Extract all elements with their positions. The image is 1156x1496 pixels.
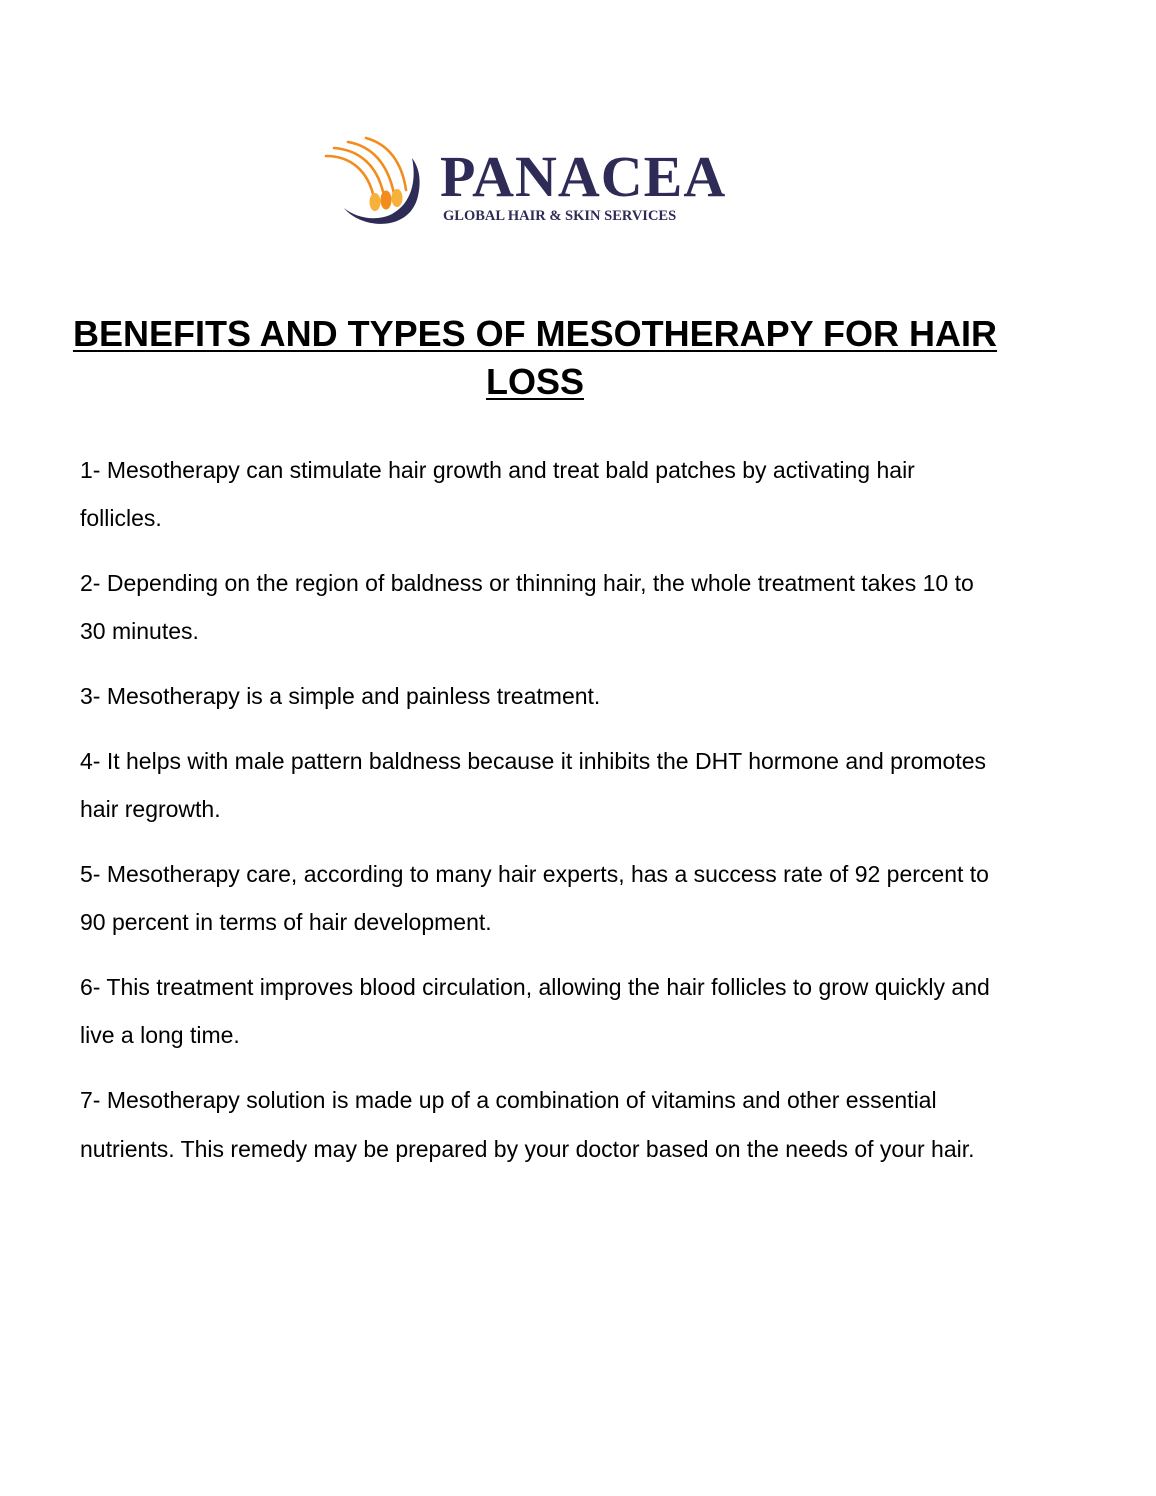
list-item: 2- Depending on the region of baldness or thinning hair, the whole treatment takes 10 to 30 minutes.	[80, 570, 974, 645]
list-item: 4- It helps with male pattern baldness because it inhibits the DHT hormone and promotes hair regrowth.	[80, 747, 987, 823]
brand-logo	[322, 136, 727, 232]
brand-name: PANACEA	[440, 144, 727, 209]
list-item: 7- Mesotherapy solution is made up of a combination of vitamins and other essential nutrients. This remedy may be prepared by your doctor based on the needs of your hair.	[80, 1087, 975, 1162]
hair-follicle-swoosh-icon	[322, 136, 426, 230]
page-title: BENEFITS AND TYPES OF MESOTHERAPY FOR HAIR LOSS	[72, 313, 998, 402]
list-item: 6- This treatment improves blood circulation, allowing the hair follicles to grow quickly and live a long time.	[80, 974, 990, 1049]
benefits-list	[80, 446, 1000, 1189]
brand-tagline: GLOBAL HAIR & SKIN SERVICES	[443, 208, 677, 224]
list-item: 5- Mesotherapy care, according to many hair experts, has a success rate of 92 percent to 90 percent in terms of hair development.	[80, 861, 989, 936]
list-item: 3- Mesotherapy is a simple and painless treatment.	[80, 683, 601, 710]
list-item: 1- Mesotherapy can stimulate hair growth and treat bald patches by activating hair follicles.	[80, 457, 915, 532]
